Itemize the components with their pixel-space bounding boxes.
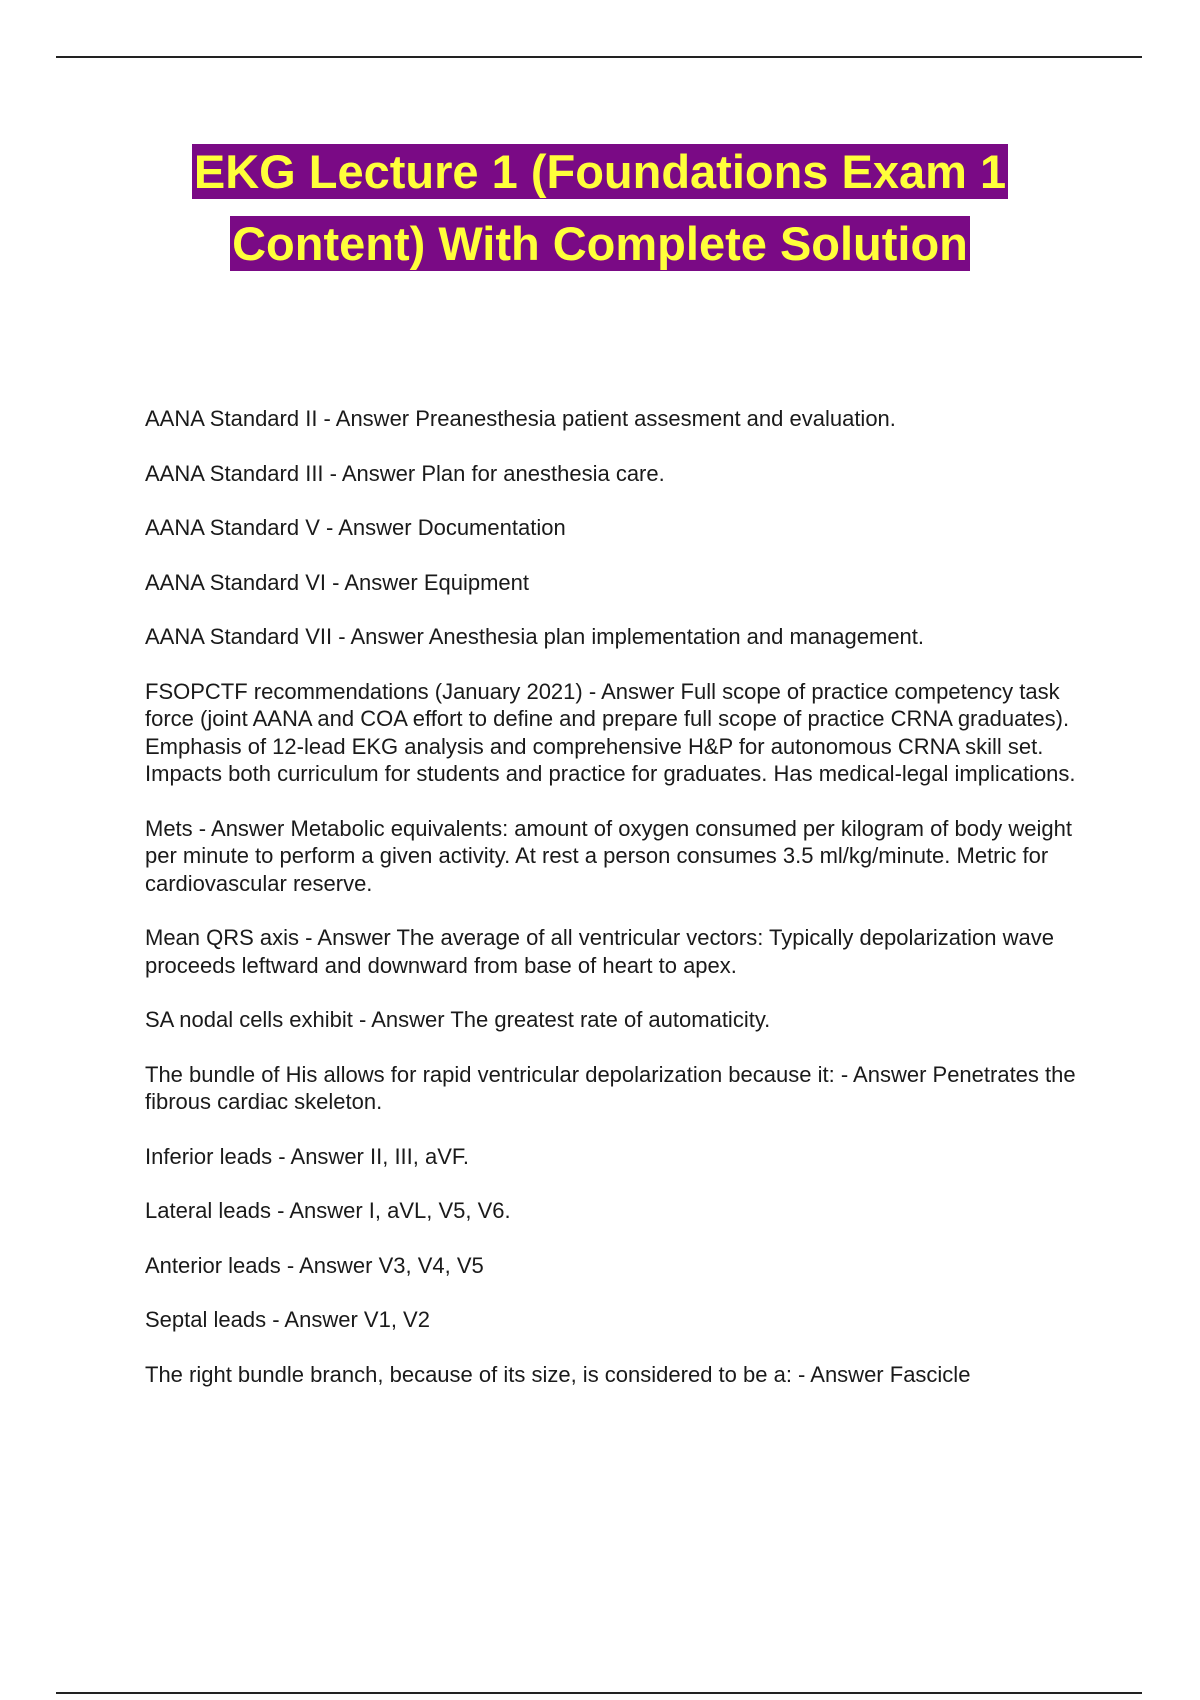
qa-answer: I, aVL, V5, V6. (368, 1198, 511, 1223)
qa-term: The right bundle branch, because of its size, is considered to be a: (145, 1361, 792, 1387)
qa-term: SA nodal cells exhibit (145, 1007, 353, 1032)
qa-item (145, 678, 1095, 788)
qa-answer: Equipment (423, 569, 529, 595)
qa-answer-separator: - Answer (299, 925, 397, 950)
qa-answer: Full scope of practice competency task force (joint AANA and COA effort to define and prepare full scope of practice CRNA graduates). Emphasis of 12-lead EKG analysis and comprehensive H&P for autonomous CRNA skill set. Impacts both curriculum for students and practice for graduates. Has medical-legal implications. (145, 678, 1076, 786)
qa-answer: Documentation (417, 515, 566, 540)
qa-answer-separator: - Answer (323, 460, 422, 486)
bottom-divider (56, 1692, 1142, 1694)
qa-item (145, 514, 1095, 542)
qa-item (145, 1361, 1095, 1389)
qa-answer: V1, V2 (363, 1307, 430, 1332)
qa-answer-separator: - Answer (791, 1361, 890, 1387)
qa-term: Mean QRS axis (145, 925, 300, 950)
qa-answer: Fascicle (889, 1361, 971, 1387)
qa-term: The bundle of His allows for rapid ventricular depolarization because it: (145, 1061, 835, 1087)
qa-item (145, 1252, 1095, 1280)
qa-answer-separator: - Answer (272, 1143, 370, 1169)
qa-item (145, 405, 1095, 433)
qa-answer: II, III, aVF. (370, 1143, 470, 1169)
qa-list (145, 405, 1095, 1415)
qa-answer: The average of all ventricular vectors: Typically depolarization wave proceeds leftward and downward from base of heart to apex. (145, 925, 1054, 978)
title-line-1: EKG Lecture 1 (Foundations Exam 1 (193, 145, 1007, 198)
title-line-2: Content) With Complete Solution (232, 217, 968, 270)
qa-item (145, 924, 1095, 979)
qa-answer-separator: - Answer (192, 815, 291, 841)
qa-answer: Preanesthesia patient assesment and evaluation. (415, 406, 896, 431)
qa-answer: Metabolic equivalents: amount of oxygen consumed per kilogram of body weight per minute to perform a given activity. At rest a person consumes 3.5 ml/kg/minute. Metric for cardiovascular reserve. (145, 815, 1072, 896)
qa-answer: The greatest rate of automaticity. (450, 1007, 771, 1032)
qa-item (145, 815, 1095, 898)
top-divider (56, 56, 1142, 58)
qa-answer-separator: - Answer (270, 1198, 369, 1223)
qa-term: AANA Standard V (145, 515, 320, 540)
qa-term: FSOPCTF recommendations (January 2021) (145, 678, 583, 704)
qa-item (145, 1143, 1095, 1171)
qa-answer-separator: - Answer (319, 515, 418, 540)
qa-term: Anterior leads (145, 1252, 281, 1278)
qa-term: Inferior leads (145, 1143, 273, 1169)
qa-item (145, 569, 1095, 597)
qa-term: Mets (145, 815, 193, 841)
qa-answer-separator: - Answer (317, 406, 416, 431)
qa-answer-separator: - Answer (582, 678, 681, 704)
qa-term: AANA Standard VII (145, 624, 333, 649)
qa-answer: Penetrates the fibrous cardiac skeleton. (145, 1061, 1076, 1114)
qa-term: AANA Standard II (145, 406, 318, 431)
document-title (0, 142, 1200, 286)
qa-term: Lateral leads (145, 1198, 271, 1223)
qa-item (145, 1061, 1095, 1116)
qa-answer: Plan for anesthesia care. (421, 460, 665, 486)
qa-item (145, 1006, 1095, 1034)
qa-term: AANA Standard III (145, 460, 324, 486)
qa-answer: V3, V4, V5 (378, 1252, 484, 1278)
qa-answer-separator: - Answer (834, 1061, 933, 1087)
qa-item (145, 623, 1095, 651)
qa-item (145, 1197, 1095, 1225)
qa-term: AANA Standard VI (145, 569, 326, 595)
qa-answer-separator: - Answer (352, 1007, 451, 1032)
qa-term: Septal leads (145, 1307, 267, 1332)
qa-answer: Anesthesia plan implementation and management. (428, 624, 925, 649)
qa-item (145, 460, 1095, 488)
qa-answer-separator: - Answer (332, 624, 429, 649)
qa-answer-separator: - Answer (280, 1252, 379, 1278)
qa-answer-separator: - Answer (326, 569, 424, 595)
qa-answer-separator: - Answer (266, 1307, 364, 1332)
qa-item (145, 1306, 1095, 1334)
